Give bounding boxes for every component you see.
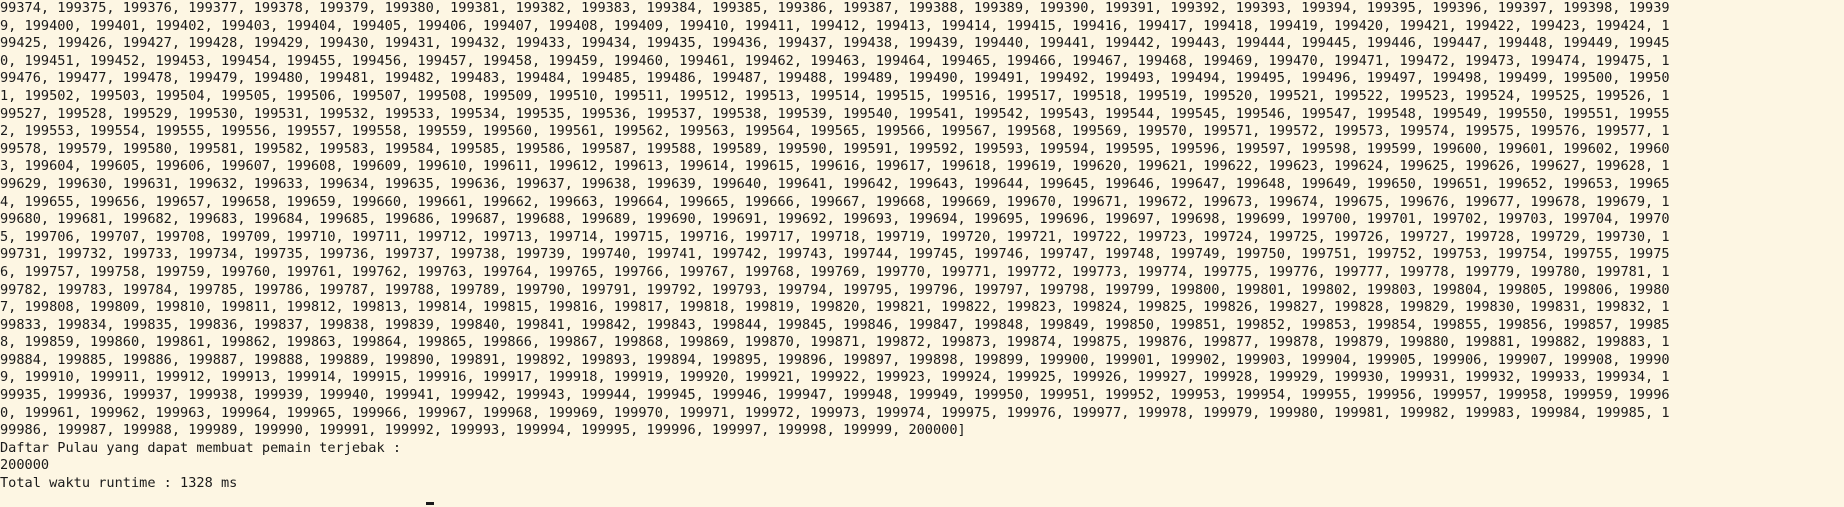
output-line: 0, 199961, 199962, 199963, 199964, 199965, 199966, 199967, 199968, 199969, 199970, 199971, 199972, 199973, 199974, 199975, 199976, 199977, 199978, 199979, 199980, 199981, 199982, 199983, 199984, 199985, 1 [0,404,1670,421]
output-line: 99578, 199579, 199580, 199581, 199582, 199583, 199584, 199585, 199586, 199587, 199588, 199589, 199590, 199591, 199592, 199593, 199594, 199595, 199596, 199597, 199598, 199599, 199600, 199601, 199602, 19960 [0,140,1670,157]
output-line: 5, 199706, 199707, 199708, 199709, 199710, 199711, 199712, 199713, 199714, 199715, 199716, 199717, 199718, 199719, 199720, 199721, 199722, 199723, 199724, 199725, 199726, 199727, 199728, 199729, 199730, 1 [0,228,1670,245]
output-line: 99884, 199885, 199886, 199887, 199888, 199889, 199890, 199891, 199892, 199893, 199894, 199895, 199896, 199897, 199898, 199899, 199900, 199901, 199902, 199903, 199904, 199905, 199906, 199907, 199908, 19990 [0,351,1670,368]
output-line: 6, 199757, 199758, 199759, 199760, 199761, 199762, 199763, 199764, 199765, 199766, 199767, 199768, 199769, 199770, 199771, 199772, 199773, 199774, 199775, 199776, 199777, 199778, 199779, 199780, 199781, 1 [0,263,1670,280]
output-line: 99833, 199834, 199835, 199836, 199837, 199838, 199839, 199840, 199841, 199842, 199843, 199844, 199845, 199846, 199847, 199848, 199849, 199850, 199851, 199852, 199853, 199854, 199855, 199856, 199857, 19985 [0,316,1670,333]
output-line: 8, 199859, 199860, 199861, 199862, 199863, 199864, 199865, 199866, 199867, 199868, 199869, 199870, 199871, 199872, 199873, 199874, 199875, 199876, 199877, 199878, 199879, 199880, 199881, 199882, 199883, 1 [0,334,1670,351]
output-line: 99629, 199630, 199631, 199632, 199633, 199634, 199635, 199636, 199637, 199638, 199639, 199640, 199641, 199642, 199643, 199644, 199645, 199646, 199647, 199648, 199649, 199650, 199651, 199652, 199653, 19965 [0,175,1670,192]
output-line: 3, 199604, 199605, 199606, 199607, 199608, 199609, 199610, 199611, 199612, 199613, 199614, 199615, 199616, 199617, 199618, 199619, 199620, 199621, 199622, 199623, 199624, 199625, 199626, 199627, 199628, 1 [0,158,1670,175]
output-line: 9, 199400, 199401, 199402, 199403, 199404, 199405, 199406, 199407, 199408, 199409, 199410, 199411, 199412, 199413, 199414, 199415, 199416, 199417, 199418, 199419, 199420, 199421, 199422, 199423, 199424, 1 [0,17,1670,34]
result-heading: Daftar Pulau yang dapat membuat pemain terjebak : [0,439,402,456]
output-line: 2, 199553, 199554, 199555, 199556, 199557, 199558, 199559, 199560, 199561, 199562, 199563, 199564, 199565, 199566, 199567, 199568, 199569, 199570, 199571, 199572, 199573, 199574, 199575, 199576, 199577, 1 [0,123,1670,140]
output-line: 99680, 199681, 199682, 199683, 199684, 199685, 199686, 199687, 199688, 199689, 199690, 199691, 199692, 199693, 199694, 199695, 199696, 199697, 199698, 199699, 199700, 199701, 199702, 199703, 199704, 19970 [0,211,1670,228]
text-cursor [426,502,434,505]
output-line: 0, 199451, 199452, 199453, 199454, 199455, 199456, 199457, 199458, 199459, 199460, 199461, 199462, 199463, 199464, 199465, 199466, 199467, 199468, 199469, 199470, 199471, 199472, 199473, 199474, 199475, 1 [0,52,1670,69]
runtime-line: Total waktu runtime : 1328 ms [0,475,238,492]
output-line: 9, 199910, 199911, 199912, 199913, 199914, 199915, 199916, 199917, 199918, 199919, 199920, 199921, 199922, 199923, 199924, 199925, 199926, 199927, 199928, 199929, 199930, 199931, 199932, 199933, 199934, 1 [0,369,1670,386]
output-line: 7, 199808, 199809, 199810, 199811, 199812, 199813, 199814, 199815, 199816, 199817, 199818, 199819, 199820, 199821, 199822, 199823, 199824, 199825, 199826, 199827, 199828, 199829, 199830, 199831, 199832, 1 [0,299,1670,316]
output-line: 99425, 199426, 199427, 199428, 199429, 199430, 199431, 199432, 199433, 199434, 199435, 199436, 199437, 199438, 199439, 199440, 199441, 199442, 199443, 199444, 199445, 199446, 199447, 199448, 199449, 19945 [0,35,1670,52]
output-line: 99527, 199528, 199529, 199530, 199531, 199532, 199533, 199534, 199535, 199536, 199537, 199538, 199539, 199540, 199541, 199542, 199543, 199544, 199545, 199546, 199547, 199548, 199549, 199550, 199551, 19955 [0,105,1670,122]
output-line: 1, 199502, 199503, 199504, 199505, 199506, 199507, 199508, 199509, 199510, 199511, 199512, 199513, 199514, 199515, 199516, 199517, 199518, 199519, 199520, 199521, 199522, 199523, 199524, 199525, 199526, 1 [0,87,1670,104]
output-line: 99374, 199375, 199376, 199377, 199378, 199379, 199380, 199381, 199382, 199383, 199384, 199385, 199386, 199387, 199388, 199389, 199390, 199391, 199392, 199393, 199394, 199395, 199396, 199397, 199398, 19939 [0,0,1670,16]
output-line: 99731, 199732, 199733, 199734, 199735, 199736, 199737, 199738, 199739, 199740, 199741, 199742, 199743, 199744, 199745, 199746, 199747, 199748, 199749, 199750, 199751, 199752, 199753, 199754, 199755, 19975 [0,246,1670,263]
output-line: 99935, 199936, 199937, 199938, 199939, 199940, 199941, 199942, 199943, 199944, 199945, 199946, 199947, 199948, 199949, 199950, 199951, 199952, 199953, 199954, 199955, 199956, 199957, 199958, 199959, 19996 [0,387,1670,404]
output-line: 99986, 199987, 199988, 199989, 199990, 199991, 199992, 199993, 199994, 199995, 199996, 199997, 199998, 199999, 200000] [0,422,966,439]
result-value: 200000 [0,457,50,474]
output-line: 99782, 199783, 199784, 199785, 199786, 199787, 199788, 199789, 199790, 199791, 199792, 199793, 199794, 199795, 199796, 199797, 199798, 199799, 199800, 199801, 199802, 199803, 199804, 199805, 199806, 19980 [0,281,1670,298]
output-line: 99476, 199477, 199478, 199479, 199480, 199481, 199482, 199483, 199484, 199485, 199486, 199487, 199488, 199489, 199490, 199491, 199492, 199493, 199494, 199495, 199496, 199497, 199498, 199499, 199500, 19950 [0,70,1670,87]
output-line: 4, 199655, 199656, 199657, 199658, 199659, 199660, 199661, 199662, 199663, 199664, 199665, 199666, 199667, 199668, 199669, 199670, 199671, 199672, 199673, 199674, 199675, 199676, 199677, 199678, 199679, 1 [0,193,1670,210]
